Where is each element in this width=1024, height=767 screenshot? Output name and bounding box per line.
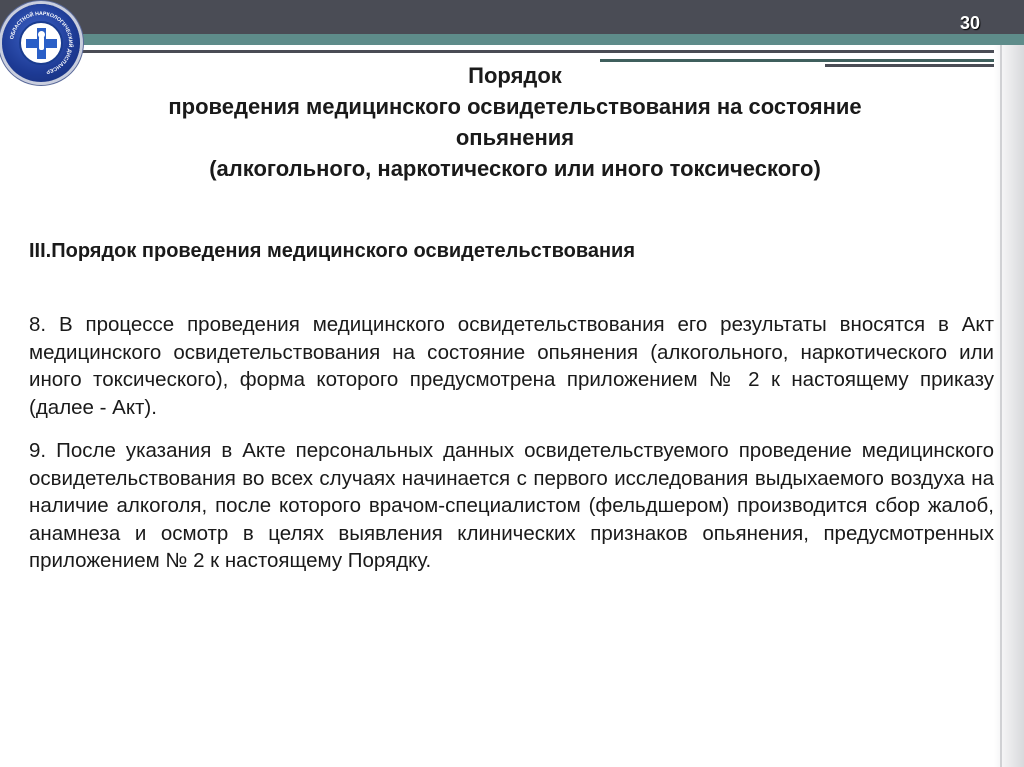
page-title bbox=[60, 60, 970, 184]
logo-inner-circle bbox=[19, 21, 63, 65]
title-line: проведения медицинского освидетельствования на состояние bbox=[168, 94, 862, 119]
title-line: опьянения bbox=[455, 125, 575, 150]
section-heading: III.Порядок проведения медицинского освидетельствования bbox=[29, 240, 636, 262]
right-edge-shadow bbox=[994, 45, 1024, 767]
decorative-stripe bbox=[60, 50, 1000, 53]
page-number: 30 bbox=[960, 13, 981, 33]
top-accent-band bbox=[0, 34, 1024, 45]
svg-text:ОБЛАСТНОЙ НАРКОЛОГИЧЕСКИЙ ДИСП: ОБЛАСТНОЙ НАРКОЛОГИЧЕСКИЙ ДИСПАНСЕР bbox=[9, 10, 74, 75]
title-line: (алкогольного, наркотического или иного токсического) bbox=[209, 156, 821, 181]
paragraph-8: 8. В процессе проведения медицинского освидетельствования его результаты вносятся в Акт медицинского освидетельствования на состояние опьянения (алкогольного, наркотического или иного токсического), форма которого предусмотрена приложением № 2 к настоящему приказу (далее - Акт). bbox=[29, 313, 994, 419]
top-band bbox=[0, 0, 1024, 34]
title-line: Порядок bbox=[468, 63, 562, 88]
person-icon bbox=[39, 36, 44, 50]
paragraph-9: 9. После указания в Акте персональных данных освидетельствуемого проведение медицинского освидетельствования во всех случаях начинается с первого исследования выдыхаемого воздуха на наличие алкоголя, после которого врачом-специалистом (фельдшером) производится сбор жалоб, анамнеза и осмотр в целях выявления клинических признаков опьянения, предусмотренных приложением № 2 к настоящему Порядку. bbox=[29, 439, 994, 572]
right-edge-line bbox=[1000, 45, 1002, 767]
